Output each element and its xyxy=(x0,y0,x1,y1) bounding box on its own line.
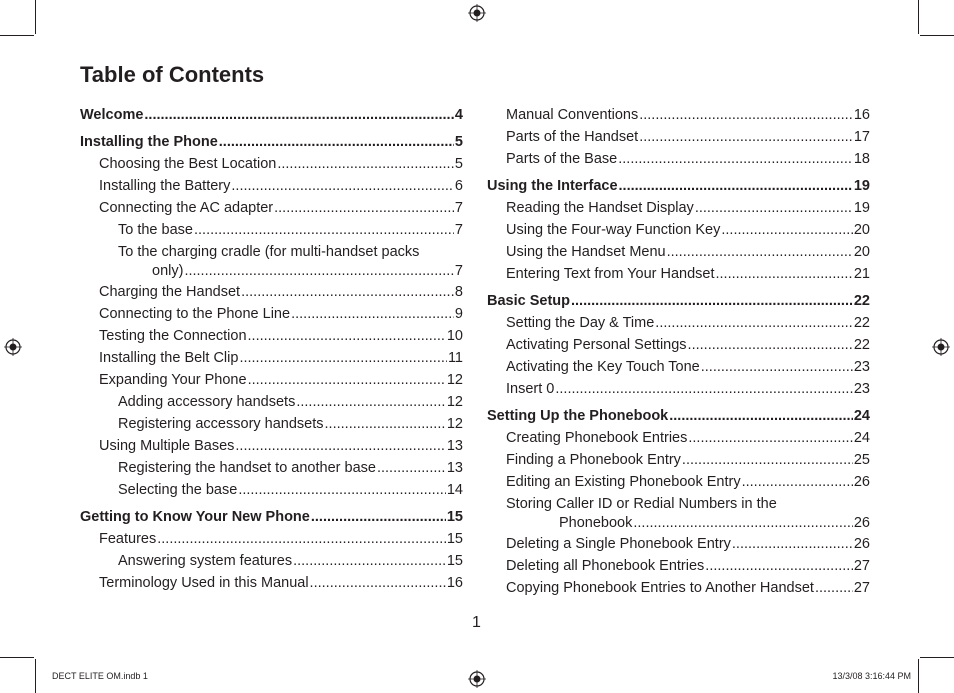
toc-entry-page: 8 xyxy=(454,284,463,300)
toc-entry-page: 22 xyxy=(853,337,870,353)
toc-entry[interactable] xyxy=(80,175,463,197)
dot-leader xyxy=(721,219,852,241)
crop-mark xyxy=(0,35,34,36)
toc-entry[interactable] xyxy=(487,449,870,471)
dot-leader xyxy=(669,405,853,427)
dot-leader xyxy=(144,104,454,126)
toc-entry-title: Using the Four-way Function Key xyxy=(506,222,721,238)
toc-entry-title: Selecting the base xyxy=(118,482,238,498)
toc-entry[interactable] xyxy=(80,369,463,391)
toc-entry-title: Charging the Handset xyxy=(99,284,241,300)
toc-entry-page: 15 xyxy=(446,509,463,525)
dot-leader xyxy=(291,303,454,325)
toc-entry-title: Features xyxy=(99,531,157,547)
dot-leader xyxy=(219,131,454,153)
page-title: Table of Contents xyxy=(80,62,265,87)
toc-entry[interactable] xyxy=(487,378,870,400)
toc-entry[interactable] xyxy=(80,131,463,153)
dot-leader xyxy=(716,263,853,285)
toc-entry-page: 22 xyxy=(853,293,870,309)
toc-entry[interactable] xyxy=(487,241,870,263)
toc-entry[interactable] xyxy=(80,391,463,413)
crop-mark xyxy=(920,657,954,658)
toc-entry-page: 16 xyxy=(853,107,870,123)
toc-entry-page: 26 xyxy=(853,474,870,490)
footer-file: DECT ELITE OM.indb 1 xyxy=(52,671,148,681)
dot-leader xyxy=(701,356,853,378)
registration-mark-icon xyxy=(932,338,950,356)
toc-entry-title: Editing an Existing Phonebook Entry xyxy=(506,474,741,490)
toc-entry-page: 9 xyxy=(454,306,463,322)
dot-leader xyxy=(667,241,853,263)
toc-entry[interactable] xyxy=(487,427,870,449)
toc-entry-title: Entering Text from Your Handset xyxy=(506,266,715,282)
toc-entry-title: Reading the Handset Display xyxy=(506,200,694,216)
toc-entry[interactable] xyxy=(80,197,463,219)
toc-entry-title: Registering accessory handsets xyxy=(118,416,324,432)
toc-entry-page: 7 xyxy=(454,200,463,216)
page-number: 1 xyxy=(472,614,481,631)
toc-entry[interactable] xyxy=(80,572,463,594)
toc-entry-title: Using the Interface xyxy=(487,178,618,194)
toc-entry-page: 10 xyxy=(446,328,463,344)
toc-entry-page: 24 xyxy=(853,408,870,424)
toc-entry[interactable] xyxy=(80,550,463,572)
toc-entry-page: 14 xyxy=(446,482,463,498)
dot-leader xyxy=(682,449,853,471)
toc-entry-title: Using Multiple Bases xyxy=(99,438,235,454)
toc-entry-title: Installing the Battery xyxy=(99,178,231,194)
toc-entry-title: Setting the Day & Time xyxy=(506,315,655,331)
toc-entry[interactable] xyxy=(487,577,870,599)
toc-entry-title: Parts of the Handset xyxy=(506,129,639,145)
toc-entry[interactable] xyxy=(487,555,870,577)
dot-leader xyxy=(194,219,454,241)
toc-entry[interactable] xyxy=(487,263,870,285)
toc-entry-title: Storing Caller ID or Redial Numbers in the xyxy=(506,496,777,512)
toc-entry-title: To the charging cradle (for multi-handset packs xyxy=(118,244,420,260)
toc-entry-page: 26 xyxy=(853,515,870,531)
toc-entry-title: Answering system features xyxy=(118,553,293,569)
toc-entry[interactable] xyxy=(487,334,870,356)
toc-entry-page: 20 xyxy=(853,244,870,260)
toc-entry[interactable] xyxy=(80,104,463,126)
dot-leader xyxy=(310,572,446,594)
toc-entry-page: 27 xyxy=(853,580,870,596)
dot-leader xyxy=(248,325,446,347)
toc-entry-page: 5 xyxy=(454,156,463,172)
toc-entry-title-continued: only) xyxy=(152,263,184,279)
registration-mark-icon xyxy=(468,4,486,22)
toc-entry-page: 12 xyxy=(446,394,463,410)
toc-entry[interactable] xyxy=(80,528,463,550)
toc-entry-title: Expanding Your Phone xyxy=(99,372,247,388)
toc-entry-page: 24 xyxy=(853,430,870,446)
toc-entry-page: 13 xyxy=(446,460,463,476)
dot-leader xyxy=(688,334,853,356)
dot-leader xyxy=(688,427,852,449)
toc-entry-page: 12 xyxy=(446,372,463,388)
toc-entry-title: Installing the Belt Clip xyxy=(99,350,239,366)
crop-mark xyxy=(0,657,34,658)
dot-leader xyxy=(293,550,446,572)
toc-entry[interactable] xyxy=(80,241,463,281)
dot-leader xyxy=(241,281,454,303)
dot-leader xyxy=(239,347,447,369)
toc-entry-title: Activating the Key Touch Tone xyxy=(506,359,700,375)
toc-entry[interactable] xyxy=(487,493,870,533)
toc-entry[interactable] xyxy=(80,325,463,347)
dot-leader xyxy=(555,378,853,400)
toc-entry[interactable] xyxy=(80,413,463,435)
toc-entry-page: 26 xyxy=(853,536,870,552)
dot-leader xyxy=(732,533,853,555)
toc-entry-page: 23 xyxy=(853,359,870,375)
toc-entry-page: 18 xyxy=(853,151,870,167)
toc-left-column xyxy=(80,104,463,594)
toc-entry-title: Manual Conventions xyxy=(506,107,639,123)
toc-entry-title: Getting to Know Your New Phone xyxy=(80,509,310,525)
toc-entry-page: 23 xyxy=(853,381,870,397)
toc-entry-page: 6 xyxy=(454,178,463,194)
toc-entry[interactable] xyxy=(487,104,870,126)
toc-entry[interactable] xyxy=(80,153,463,175)
toc-entry-title: Basic Setup xyxy=(487,293,570,309)
dot-leader xyxy=(618,148,853,170)
toc-entry-title: Insert 0 xyxy=(506,381,555,397)
toc-entry[interactable] xyxy=(487,356,870,378)
toc-entry-title: Installing the Phone xyxy=(80,134,218,150)
toc-entry-page: 19 xyxy=(853,178,870,194)
registration-mark-icon xyxy=(4,338,22,356)
toc-entry[interactable] xyxy=(487,219,870,241)
crop-mark xyxy=(35,0,36,34)
dot-leader xyxy=(296,391,446,413)
toc-entry[interactable] xyxy=(80,281,463,303)
dot-leader xyxy=(705,555,853,577)
toc-entry-title: Registering the handset to another base xyxy=(118,460,376,476)
toc-entry-title: Deleting a Single Phonebook Entry xyxy=(506,536,731,552)
toc-entry[interactable] xyxy=(80,506,463,528)
toc-entry[interactable] xyxy=(487,471,870,493)
toc-entry-title: Connecting to the Phone Line xyxy=(99,306,291,322)
toc-entry-page: 20 xyxy=(853,222,870,238)
toc-entry-title: Activating Personal Settings xyxy=(506,337,687,353)
toc-entry-title: Deleting all Phonebook Entries xyxy=(506,558,705,574)
toc-entry[interactable] xyxy=(487,312,870,334)
toc-entry-page: 15 xyxy=(446,553,463,569)
toc-entry-title: Setting Up the Phonebook xyxy=(487,408,669,424)
dot-leader xyxy=(742,471,853,493)
toc-entry-title: Testing the Connection xyxy=(99,328,247,344)
dot-leader xyxy=(815,577,853,599)
toc-entry-title: Parts of the Base xyxy=(506,151,618,167)
crop-mark xyxy=(920,35,954,36)
dot-leader xyxy=(639,104,853,126)
toc-entry[interactable] xyxy=(80,219,463,241)
toc-entry[interactable] xyxy=(487,148,870,170)
dot-leader xyxy=(695,197,853,219)
dot-leader xyxy=(639,126,853,148)
toc-entry-page: 21 xyxy=(853,266,870,282)
toc-entry-page: 19 xyxy=(853,200,870,216)
registration-mark-icon xyxy=(468,670,486,688)
toc-entry-title: Welcome xyxy=(80,107,144,123)
crop-mark xyxy=(918,659,919,693)
dot-leader xyxy=(157,528,446,550)
toc-entry[interactable] xyxy=(487,290,870,312)
toc-entry-title: Choosing the Best Location xyxy=(99,156,277,172)
dot-leader xyxy=(571,290,853,312)
footer-datetime: 13/3/08 3:16:44 PM xyxy=(832,671,911,681)
toc-entry-page: 17 xyxy=(853,129,870,145)
dot-leader xyxy=(184,261,453,281)
toc-entry[interactable] xyxy=(487,175,870,197)
dot-leader xyxy=(248,369,446,391)
dot-leader xyxy=(277,153,454,175)
dot-leader xyxy=(377,457,446,479)
toc-entry[interactable] xyxy=(487,533,870,555)
dot-leader xyxy=(235,435,445,457)
dot-leader xyxy=(231,175,454,197)
toc-entry[interactable] xyxy=(80,303,463,325)
crop-mark xyxy=(35,659,36,693)
toc-entry-page: 13 xyxy=(446,438,463,454)
dot-leader xyxy=(633,513,852,533)
toc-entry-page: 5 xyxy=(454,134,463,150)
toc-entry[interactable] xyxy=(80,435,463,457)
toc-entry-title-continued: Phonebook xyxy=(559,515,633,531)
toc-entry[interactable] xyxy=(80,479,463,501)
toc-entry[interactable] xyxy=(487,197,870,219)
toc-entry[interactable] xyxy=(80,457,463,479)
toc-entry-page: 15 xyxy=(446,531,463,547)
toc-entry-page: 25 xyxy=(853,452,870,468)
toc-entry-title: Connecting the AC adapter xyxy=(99,200,274,216)
toc-entry-title: Terminology Used in this Manual xyxy=(99,575,309,591)
toc-entry-page: 22 xyxy=(853,315,870,331)
toc-entry-title: Finding a Phonebook Entry xyxy=(506,452,681,468)
toc-entry-page: 27 xyxy=(853,558,870,574)
dot-leader xyxy=(619,175,853,197)
toc-entry-title: Copying Phonebook Entries to Another Handset xyxy=(506,580,814,596)
toc-entry-title: Adding accessory handsets xyxy=(118,394,296,410)
toc-entry[interactable] xyxy=(80,347,463,369)
dot-leader xyxy=(311,506,446,528)
dot-leader xyxy=(655,312,853,334)
toc-entry-page: 7 xyxy=(454,263,463,279)
toc-entry-title: Creating Phonebook Entries xyxy=(506,430,688,446)
toc-right-column xyxy=(487,104,870,599)
dot-leader xyxy=(325,413,446,435)
toc-entry[interactable] xyxy=(487,126,870,148)
toc-entry-title: To the base xyxy=(118,222,193,238)
crop-mark xyxy=(918,0,919,34)
toc-entry-page: 7 xyxy=(454,222,463,238)
toc-entry-title: Using the Handset Menu xyxy=(506,244,666,260)
dot-leader xyxy=(238,479,446,501)
toc-entry-page: 12 xyxy=(446,416,463,432)
toc-entry-page: 11 xyxy=(447,350,463,366)
dot-leader xyxy=(274,197,454,219)
toc-entry-page: 16 xyxy=(446,575,463,591)
toc-entry-page: 4 xyxy=(454,107,463,123)
toc-entry[interactable] xyxy=(487,405,870,427)
